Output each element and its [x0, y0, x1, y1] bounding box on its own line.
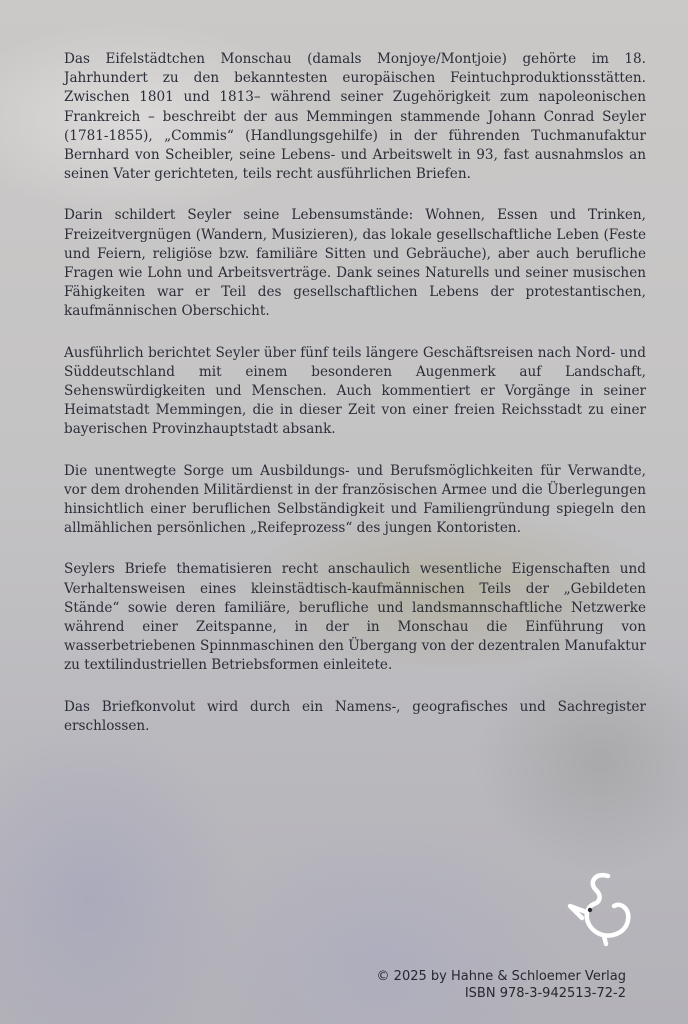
publisher-bird-logo-icon [556, 866, 640, 950]
paragraph-intro: Das Eifelstädtchen Monschau (damals Monjoye/Montjoie) gehörte im 18. Jahrhundert zu den bekanntesten europäischen Feintuchproduktionsstätten. Zwischen 1801 und 1813– während seiner Zugehörigkeit zum napoleonischen Frankreich – beschreibt der aus Memmingen stammende Johann Conrad Seyler (1781-1855), „Commis“ (Handlungsgehilfe) in der führenden Tuchmanufaktur Bernhard von Scheibler, seine Lebens- und Arbeitswelt in 93, fast ausnahmslos an seinen Vater gerichteten, teils recht ausführlichen Briefen. [64, 51, 646, 183]
paragraph-business-trips: Ausführlich berichtet Seyler über fünf teils längere Geschäftsreisen nach Nord- und Süddeutschland mit einem besonderen Augenmerk auf Landschaft, Sehenswürdigkeiten und Menschen. Auch kommentiert er Vorgänge in seiner Heimatstadt Memmingen, die in dieser Zeit von einer freien Reichsstadt zu einer bayerischen Provinzhauptstadt absank. [64, 344, 646, 438]
blurb-text [64, 50, 646, 758]
copyright-line: © 2025 by Hahne & Schloemer Verlag [376, 969, 626, 984]
isbn-line: ISBN 978-3-942513-72-2 [464, 986, 626, 1001]
imprint [377, 968, 626, 1002]
paragraph-register: Das Briefkonvolut wird durch ein Namens-, geografisches und Sachregister erschlossen. [64, 698, 646, 734]
paragraph-living-conditions: Darin schildert Seyler seine Lebensumstände: Wohnen, Essen und Trinken, Freizeitvergnügen (Wandern, Musizieren), das lokale gesellschaftliche Leben (Feste und Feiern, religiöse bzw. familiäre Sitten und Gebräuche), aber auch berufliche Fragen wie Lohn und Arbeitsverträge. Dank seines Naturells und seiner musischen Fähigkeiten war er Teil des gesellschaftlichen Lebens der protestantischen, kaufmännischen Oberschicht. [64, 207, 646, 320]
paragraph-career-concerns: Die unentwegte Sorge um Ausbildungs- und Berufsmöglichkeiten für Verwandte, vor dem drohenden Militärdienst in der französischen Armee und die Überlegungen hinsichtlich einer beruflichen Selbständigkeit und Familiengründung spiegeln den allmählichen persönlichen „Reifeprozess“ des jungen Kontoristen. [64, 462, 646, 537]
paragraph-social-networks: Seylers Briefe thematisieren recht anschaulich wesentliche Eigenschaften und Verhaltensweisen eines kleinstädtisch-kaufmännischen Teils der „Gebildeten Stände“ sowie deren familiäre, berufliche und landsmannschaftliche Netzwerke während einer Zeitspanne, in der in Monschau die Einführung von wasserbetriebenen Spinnmaschinen den Übergang von der dezentralen Manufaktur zu textilindustriellen Betriebsformen einleitete. [64, 561, 646, 674]
